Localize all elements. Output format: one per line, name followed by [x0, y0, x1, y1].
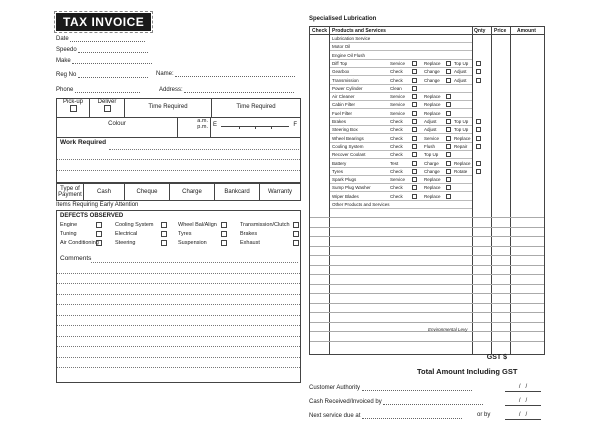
payment-cheque[interactable]: Cheque [125, 184, 170, 200]
payment-cash[interactable]: Cash [84, 184, 125, 200]
reg-no-field[interactable] [56, 71, 148, 78]
cash-received-row[interactable] [309, 398, 528, 405]
lubrication-item-label: Gearbox [332, 69, 350, 75]
lubrication-option[interactable]: Replace [424, 193, 441, 199]
defect-checkbox[interactable] [161, 222, 167, 228]
lubrication-blank-rule[interactable] [310, 236, 544, 237]
environmental-levy-label: Environmental Levy [428, 327, 468, 332]
lubrication-option-checkbox[interactable] [446, 136, 451, 141]
lubrication-option-checkbox[interactable] [446, 169, 451, 174]
address-label: Address: [159, 87, 183, 93]
lubrication-row[interactable] [330, 93, 472, 101]
lubrication-option[interactable]: Rotate [454, 168, 468, 174]
lubrication-option-checkbox[interactable] [412, 152, 417, 157]
lubrication-option-checkbox[interactable] [412, 86, 417, 91]
lubrication-title: Specialised Lubrication [309, 16, 377, 22]
lubrication-option-checkbox[interactable] [446, 185, 451, 190]
lubrication-option-checkbox[interactable] [446, 127, 451, 132]
price-header: Price [494, 28, 507, 34]
deliver-cell[interactable] [90, 99, 125, 117]
lubrication-item-label: Cooling System [332, 143, 364, 149]
lubrication-row[interactable] [330, 160, 472, 168]
lubrication-option[interactable]: Service [390, 177, 406, 183]
lubrication-option[interactable]: Test [390, 160, 399, 166]
deliver-label: Deliver [97, 99, 117, 105]
lubrication-option[interactable]: Service [390, 110, 406, 116]
payment-charge[interactable]: Charge [170, 184, 215, 200]
lubrication-blank-rule[interactable] [310, 246, 544, 247]
lubrication-item-label: Diff Top [332, 60, 348, 66]
lubrication-item-label: Lubrication Service [332, 36, 371, 41]
lubrication-option[interactable]: Replace [424, 102, 441, 108]
lubrication-option[interactable]: Check [390, 143, 403, 149]
time-required-header: Time Required [125, 99, 212, 117]
lubrication-item-label: Cabin Filter [332, 102, 356, 108]
lubrication-option[interactable]: Charge [424, 160, 439, 166]
defect-checkbox[interactable] [161, 231, 167, 237]
lubrication-row[interactable] [330, 176, 472, 184]
lubrication-option[interactable]: Replace [424, 110, 441, 116]
lubrication-option-checkbox[interactable] [476, 144, 481, 149]
lubrication-option-checkbox[interactable] [446, 161, 451, 166]
comment-line[interactable] [57, 273, 300, 274]
defect-item: Tyres [178, 231, 192, 237]
time-required-header-2: Time Required [236, 104, 276, 110]
comment-line[interactable] [57, 294, 300, 295]
comments-label: Comments [60, 255, 92, 262]
lubrication-option-checkbox[interactable] [446, 119, 451, 124]
lubrication-option-checkbox[interactable] [412, 111, 417, 116]
make-field[interactable] [56, 57, 152, 64]
lubrication-row[interactable] [330, 35, 472, 43]
name-label: Name: [156, 71, 174, 77]
lubrication-item-label: Steering Box [332, 127, 358, 133]
payment-warranty[interactable]: Warranty [267, 189, 293, 195]
am-label: a.m. [197, 118, 208, 124]
lubrication-blank-rule[interactable] [310, 341, 544, 342]
defect-checkbox[interactable] [293, 240, 299, 246]
lubrication-option-checkbox[interactable] [476, 169, 481, 174]
total-label: Total Amount Including GST [417, 367, 518, 376]
lubrication-item-label: Spark Plugs [332, 177, 357, 183]
comment-line[interactable] [57, 304, 300, 305]
fuel-gauge[interactable] [213, 120, 297, 134]
lubrication-option[interactable]: Top Up [454, 119, 469, 124]
date-label: Date [56, 36, 69, 42]
qty-header: Qnty [474, 28, 486, 34]
phone-field[interactable] [56, 86, 140, 93]
lubrication-option-checkbox[interactable] [412, 177, 417, 182]
amount-header: Amount [517, 28, 536, 34]
comment-line[interactable] [57, 336, 300, 337]
defects-section [56, 210, 301, 383]
defect-checkbox[interactable] [96, 231, 102, 237]
defects-heading: DEFECTS OBSERVED [60, 213, 124, 219]
lubrication-option[interactable]: Top Up [424, 152, 439, 158]
lubrication-option-checkbox[interactable] [446, 111, 451, 116]
defect-checkbox[interactable] [96, 240, 102, 246]
defect-item: Tuning [60, 231, 77, 237]
speedo-field[interactable] [56, 46, 148, 53]
lubrication-option-checkbox[interactable] [476, 69, 481, 74]
lubrication-option-checkbox[interactable] [476, 119, 481, 124]
lubrication-option[interactable]: Adjust [424, 119, 437, 124]
defect-item: Transmission/Clutch [240, 222, 290, 228]
lubrication-option[interactable]: Replace [454, 135, 471, 141]
lubrication-item-label: Fuel Filter [332, 110, 353, 116]
comment-line[interactable] [57, 325, 300, 326]
make-label: Make [56, 58, 71, 64]
deliver-checkbox[interactable] [104, 105, 111, 112]
lubrication-option-checkbox[interactable] [446, 144, 451, 149]
fuel-full-label: F [293, 122, 297, 128]
defect-item: Brakes [240, 231, 258, 237]
comment-line[interactable] [57, 346, 300, 347]
pickup-cell[interactable] [57, 99, 90, 117]
customer-authority-label: Customer Authority [309, 385, 361, 391]
work-required-label: Work Required [60, 139, 107, 146]
cash-received-label: Cash Received/Invoiced by [309, 399, 382, 405]
comment-line[interactable] [57, 315, 300, 316]
lubrication-item-label: Power Cylinder [332, 85, 363, 91]
customer-authority-row[interactable] [309, 384, 528, 391]
lubrication-option-checkbox[interactable] [412, 194, 417, 199]
lubrication-option[interactable]: Check [390, 152, 403, 158]
lubrication-option[interactable]: Adjust [454, 69, 467, 75]
comment-line[interactable] [57, 283, 300, 284]
lubrication-option-checkbox[interactable] [412, 169, 417, 174]
lubrication-row[interactable] [330, 143, 472, 151]
lubrication-option-checkbox[interactable] [412, 136, 417, 141]
lubrication-table [309, 26, 545, 355]
lubrication-option-checkbox[interactable] [412, 61, 417, 66]
lubrication-option[interactable]: Service [424, 135, 440, 141]
lubrication-option-checkbox[interactable] [476, 78, 481, 83]
lubrication-option-checkbox[interactable] [412, 69, 417, 74]
lubrication-option-checkbox[interactable] [446, 177, 451, 182]
lubrication-option[interactable]: Check [390, 168, 403, 174]
lubrication-row[interactable] [330, 151, 472, 159]
lubrication-item-label: Transmission [332, 77, 359, 83]
lubrication-option-checkbox[interactable] [412, 102, 417, 107]
pm-label: p.m. [197, 124, 208, 130]
defect-checkbox[interactable] [221, 231, 227, 237]
lubrication-option[interactable]: Adjust [454, 77, 467, 83]
next-service-row[interactable] [309, 412, 528, 419]
phone-label: Phone [56, 87, 74, 93]
lubrication-blank-rule[interactable] [310, 322, 544, 323]
lubrication-option[interactable]: Check [390, 77, 403, 83]
lubrication-option-checkbox[interactable] [446, 69, 451, 74]
defect-checkbox[interactable] [96, 222, 102, 228]
lubrication-option[interactable]: Service [390, 94, 406, 100]
lubrication-blank-rule[interactable] [310, 331, 544, 332]
lubrication-blank-rule[interactable] [310, 284, 544, 285]
lubrication-option[interactable]: Flush [424, 143, 436, 149]
lubrication-option-checkbox[interactable] [412, 78, 417, 83]
payment-bankcard[interactable]: Bankcard [215, 184, 260, 200]
lubrication-row[interactable] [330, 68, 472, 76]
lubrication-option[interactable]: Adjust [424, 127, 437, 133]
lubrication-option-checkbox[interactable] [476, 61, 481, 66]
lubrication-option[interactable]: Change [424, 69, 440, 75]
name-field[interactable] [156, 70, 295, 77]
lubrication-item-label: Motor Oil [332, 44, 351, 50]
lubrication-row[interactable] [330, 101, 472, 109]
lubrication-option[interactable]: Check [390, 135, 403, 141]
reg-no-label: Reg No [56, 72, 77, 78]
lubrication-row[interactable] [330, 52, 472, 60]
lubrication-option-checkbox[interactable] [476, 127, 481, 132]
lubrication-option-checkbox[interactable] [412, 144, 417, 149]
lubrication-option-checkbox[interactable] [412, 127, 417, 132]
lubrication-blank-rule[interactable] [310, 274, 544, 275]
defect-item: Wheel Bal/Align [178, 222, 217, 228]
lubrication-row[interactable] [330, 184, 472, 192]
lubrication-option[interactable]: Check [390, 127, 403, 133]
lubrication-option-checkbox[interactable] [412, 185, 417, 190]
lubrication-option[interactable]: Service [390, 60, 406, 66]
defect-item: Electrical [115, 231, 138, 237]
lubrication-option[interactable]: Replace [424, 60, 441, 66]
defect-checkbox[interactable] [293, 231, 299, 237]
lubrication-option[interactable]: Service [390, 102, 406, 108]
lubrication-option[interactable]: Check [390, 119, 403, 124]
lubrication-item-label: Other Products and Services [332, 202, 390, 207]
next-service-date[interactable]: / / [505, 412, 541, 420]
colour-cell[interactable] [57, 118, 178, 137]
defect-item: Suspension [178, 240, 207, 246]
customer-authority-date[interactable]: / / [505, 384, 541, 392]
lubrication-option-checkbox[interactable] [446, 61, 451, 66]
lubrication-blank-rule[interactable] [310, 293, 544, 294]
lubrication-option[interactable]: Change [424, 77, 440, 83]
defect-item: Engine [60, 222, 78, 228]
lubrication-blank-rule[interactable] [310, 255, 544, 256]
lubrication-option[interactable]: Replace [424, 177, 441, 183]
defect-checkbox[interactable] [293, 222, 299, 228]
lubrication-item-label: Engine Oil Flush [332, 52, 366, 58]
pickup-checkbox[interactable] [70, 105, 77, 112]
lubrication-header [310, 27, 544, 35]
defect-item: Air Conditioning [60, 240, 99, 246]
lubrication-option-checkbox[interactable] [412, 94, 417, 99]
next-service-label: Next service due at [309, 413, 361, 419]
lubrication-option-checkbox[interactable] [446, 78, 451, 83]
lubrication-option-checkbox[interactable] [476, 136, 481, 141]
lubrication-item-label: Sump Plug Washer [332, 185, 371, 191]
lubrication-row[interactable] [330, 77, 472, 85]
lubrication-blank-rule[interactable] [310, 312, 544, 313]
lubrication-item-label: Tyres [332, 168, 344, 174]
lubrication-item-label: Recover Coolant [332, 152, 366, 158]
lubrication-blank-rule[interactable] [310, 303, 544, 304]
lubrication-option[interactable]: Check [390, 185, 403, 191]
lubrication-option-checkbox[interactable] [446, 152, 451, 157]
lubrication-option[interactable]: Replace [424, 185, 441, 191]
comment-line[interactable] [57, 367, 300, 368]
lubrication-item-label: Battery [332, 160, 347, 166]
lubrication-row[interactable] [330, 60, 472, 68]
lubrication-row[interactable] [330, 85, 472, 93]
pickup-delivery-table [56, 98, 301, 138]
lubrication-option-checkbox[interactable] [412, 161, 417, 166]
date-field[interactable] [56, 35, 145, 42]
lubrication-option[interactable]: Clean [390, 85, 402, 91]
lubrication-blank-rule[interactable] [310, 217, 544, 218]
lubrication-row[interactable] [330, 126, 472, 134]
lubrication-row[interactable] [330, 201, 472, 209]
early-attention-label: Items Requiring Early Attention [56, 202, 139, 208]
or-by-label: or by [477, 412, 491, 418]
invoice-title: TAX INVOICE [56, 13, 151, 31]
lubrication-item-label: Wiper Blades [332, 193, 359, 199]
lubrication-option[interactable]: Top Up [454, 60, 469, 66]
lubrication-option-checkbox[interactable] [412, 119, 417, 124]
lubrication-option[interactable]: Top Up [454, 127, 469, 133]
defect-checkbox[interactable] [161, 240, 167, 246]
lubrication-row[interactable] [330, 135, 472, 143]
lubrication-item-label: Brakes [332, 119, 347, 124]
defect-item: Cooling System [115, 222, 154, 228]
lubrication-item-label: Wheel Bearings [332, 135, 364, 141]
lubrication-row[interactable] [330, 118, 472, 126]
lubrication-option-checkbox[interactable] [446, 194, 451, 199]
lubrication-option[interactable]: Check [390, 193, 403, 199]
lubrication-option[interactable]: Repair [454, 143, 468, 149]
right-panel [309, 16, 543, 419]
lubrication-item-label: Air Cleaner [332, 94, 355, 100]
lubrication-option[interactable]: Replace [454, 160, 471, 166]
lubrication-option-checkbox[interactable] [446, 94, 451, 99]
defect-checkbox[interactable] [221, 222, 227, 228]
lubrication-option-checkbox[interactable] [476, 161, 481, 166]
colour-label: Colour [108, 121, 126, 127]
lubrication-row[interactable] [330, 110, 472, 118]
payment-type-table [56, 183, 301, 201]
lubrication-blank-rule[interactable] [310, 227, 544, 228]
lubrication-blank-rule[interactable] [310, 265, 544, 266]
lubrication-row[interactable] [330, 168, 472, 176]
address-field[interactable] [159, 86, 294, 93]
cash-received-date[interactable]: / / [505, 398, 541, 406]
check-header: Check [312, 28, 328, 34]
defect-checkbox[interactable] [221, 240, 227, 246]
lubrication-option[interactable]: Change [424, 168, 440, 174]
ampm-cell[interactable] [178, 118, 211, 137]
products-header: Products and Services [332, 28, 386, 34]
fuel-empty-label: E [213, 122, 218, 128]
comment-line[interactable] [57, 357, 300, 358]
payment-type-label: Type of Payment [57, 184, 84, 200]
defect-item: Steering [115, 240, 136, 246]
work-required-section[interactable] [56, 137, 301, 183]
defect-item: Exhaust [240, 240, 260, 246]
lubrication-option[interactable]: Replace [424, 94, 441, 100]
lubrication-row[interactable] [330, 43, 472, 51]
lubrication-row[interactable] [330, 193, 472, 201]
lubrication-option[interactable]: Check [390, 69, 403, 75]
comment-line[interactable] [91, 262, 298, 263]
left-panel [56, 13, 299, 262]
speedo-label: Speedo [56, 47, 77, 53]
lubrication-option-checkbox[interactable] [446, 102, 451, 107]
colour-row [57, 117, 300, 130]
gst-label: GST $ [486, 354, 507, 361]
pickup-label: Pick-up [62, 99, 83, 105]
